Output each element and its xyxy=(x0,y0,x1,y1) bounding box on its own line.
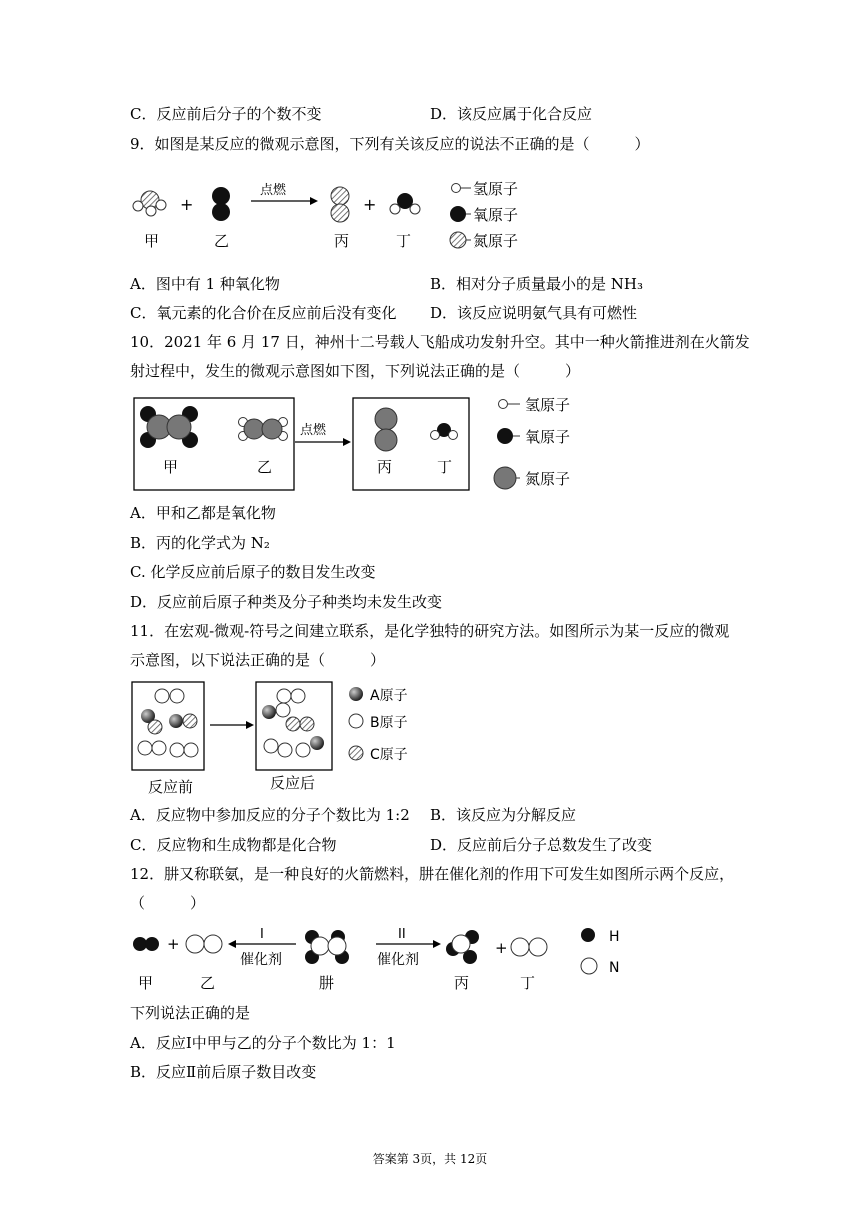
legend-h: H xyxy=(609,929,620,945)
svg-text:+: + xyxy=(180,195,194,214)
q11-option-b: B．该反应为分解反应 xyxy=(430,806,577,824)
q10-diagram xyxy=(133,392,593,492)
catalyst-2-label: 催化剂 xyxy=(377,952,419,968)
legend-n: N xyxy=(609,960,620,976)
ammonia-molecule xyxy=(133,191,166,216)
q10-option-c: C. 化学反应前后原子的数目发生改变 xyxy=(130,563,376,581)
q10-option-b: B．丙的化学式为 N₂ xyxy=(130,534,270,552)
legend-hydrogen: 氢原子 xyxy=(473,180,519,198)
label-yi: 乙 xyxy=(200,974,216,992)
q12-stem-3: 下列说法正确的是 xyxy=(130,1004,251,1022)
n2o4-molecule xyxy=(140,406,198,448)
legend-nitrogen: 氮原子 xyxy=(525,470,571,488)
q8-option-d: D．该反应属于化合反应 xyxy=(430,105,593,123)
q10-stem-1: 10．2021 年 6 月 17 日，神州十二号载人飞船成功发射升空。其中一种火箭推进剂在火箭发 xyxy=(130,333,750,351)
nitrogen-molecule-2 xyxy=(511,938,547,956)
q9-diagram xyxy=(128,176,548,256)
label-ding: 丁 xyxy=(520,974,536,992)
legend-oxygen: 氧原子 xyxy=(525,428,571,446)
q9-option-a: A．图中有 1 种氧化物 xyxy=(130,275,280,293)
q9-option-c: C．氧元素的化合价在反应前后没有变化 xyxy=(130,304,397,322)
label-yi: 乙 xyxy=(257,458,273,476)
label-after: 反应后 xyxy=(270,774,316,792)
label-bing: 丙 xyxy=(334,232,350,250)
q11-option-a: A．反应物中参加反应的分子个数比为 1:2 xyxy=(130,806,410,824)
catalyst-1-label: 催化剂 xyxy=(240,952,282,968)
svg-text:+: + xyxy=(495,939,508,957)
label-jia: 甲 xyxy=(138,974,154,992)
q10-stem-2: 射过程中，发生的微观示意图如下图，下列说法正确的是（ ） xyxy=(130,362,581,380)
legend-b-atom: B原子 xyxy=(370,715,408,731)
nitrogen-molecule xyxy=(186,935,222,953)
q12-diagram xyxy=(130,920,650,994)
q9-option-b: B．相对分子质量最小的是 NH₃ xyxy=(430,275,644,293)
q10-option-a: A．甲和乙都是氧化物 xyxy=(130,504,276,522)
label-bing: 丙 xyxy=(377,458,393,476)
reaction-2-label: II xyxy=(398,927,406,942)
legend-c-atom: C原子 xyxy=(370,747,408,763)
hydrogen-molecule xyxy=(133,937,159,951)
nitrogen-molecule xyxy=(375,408,397,451)
q11-stem-1: 11．在宏观-微观-符号之间建立联系，是化学独特的研究方法。如图所示为某一反应的微观 xyxy=(130,622,730,640)
nitrogen-molecule xyxy=(331,187,349,222)
reaction-1-label: I xyxy=(260,927,264,942)
water-molecule xyxy=(390,193,420,214)
label-jia: 甲 xyxy=(144,232,160,250)
oxygen-molecule xyxy=(212,187,230,221)
water-molecule xyxy=(431,423,458,440)
q11-option-d: D．反应前后分子总数发生了改变 xyxy=(430,836,653,854)
legend-nitrogen: 氮原子 xyxy=(473,232,519,250)
n2h4-molecule xyxy=(239,418,288,441)
q12-stem-1: 12．肼又称联氨，是一种良好的火箭燃料，肼在催化剂的作用下可发生如图所示两个反应， xyxy=(130,865,735,883)
q11-stem-2: 示意图，以下说法正确的是（ ） xyxy=(130,651,386,669)
hydrazine-molecule xyxy=(305,930,349,964)
legend-hydrogen: 氢原子 xyxy=(525,396,571,414)
svg-text:+: + xyxy=(363,195,377,214)
q12-option-b: B．反应Ⅱ前后原子数目改变 xyxy=(130,1063,317,1081)
q9-option-d: D．该反应说明氨气具有可燃性 xyxy=(430,304,638,322)
q8-option-c: C．反应前后分子的个数不变 xyxy=(130,105,322,123)
label-before: 反应前 xyxy=(148,778,194,796)
page-footer: 答案第 3页，共 12页 xyxy=(372,1152,488,1166)
svg-text:+: + xyxy=(167,935,180,953)
q12-stem-2: （ ） xyxy=(130,894,206,912)
label-ding: 丁 xyxy=(396,232,412,250)
q9-stem: 9．如图是某反应的微观示意图，下列有关该反应的说法不正确的是（ ） xyxy=(130,135,650,153)
q12-option-a: A．反应Ⅰ中甲与乙的分子个数比为 1：1 xyxy=(130,1034,396,1052)
label-jing: 肼 xyxy=(319,974,335,992)
label-yi: 乙 xyxy=(214,232,230,250)
q11-diagram xyxy=(130,680,430,798)
label-jia: 甲 xyxy=(163,458,179,476)
ammonia-molecule xyxy=(446,930,479,964)
legend-a-atom: A原子 xyxy=(370,688,408,704)
fig10-condition: 点燃 xyxy=(300,423,327,438)
q10-option-d: D．反应前后原子种类及分子种类均未发生改变 xyxy=(130,593,443,611)
label-bing: 丙 xyxy=(454,974,470,992)
fig9-condition: 点燃 xyxy=(260,183,287,198)
q11-option-c: C．反应物和生成物都是化合物 xyxy=(130,836,337,854)
label-ding: 丁 xyxy=(437,458,453,476)
legend-oxygen: 氧原子 xyxy=(473,206,519,224)
